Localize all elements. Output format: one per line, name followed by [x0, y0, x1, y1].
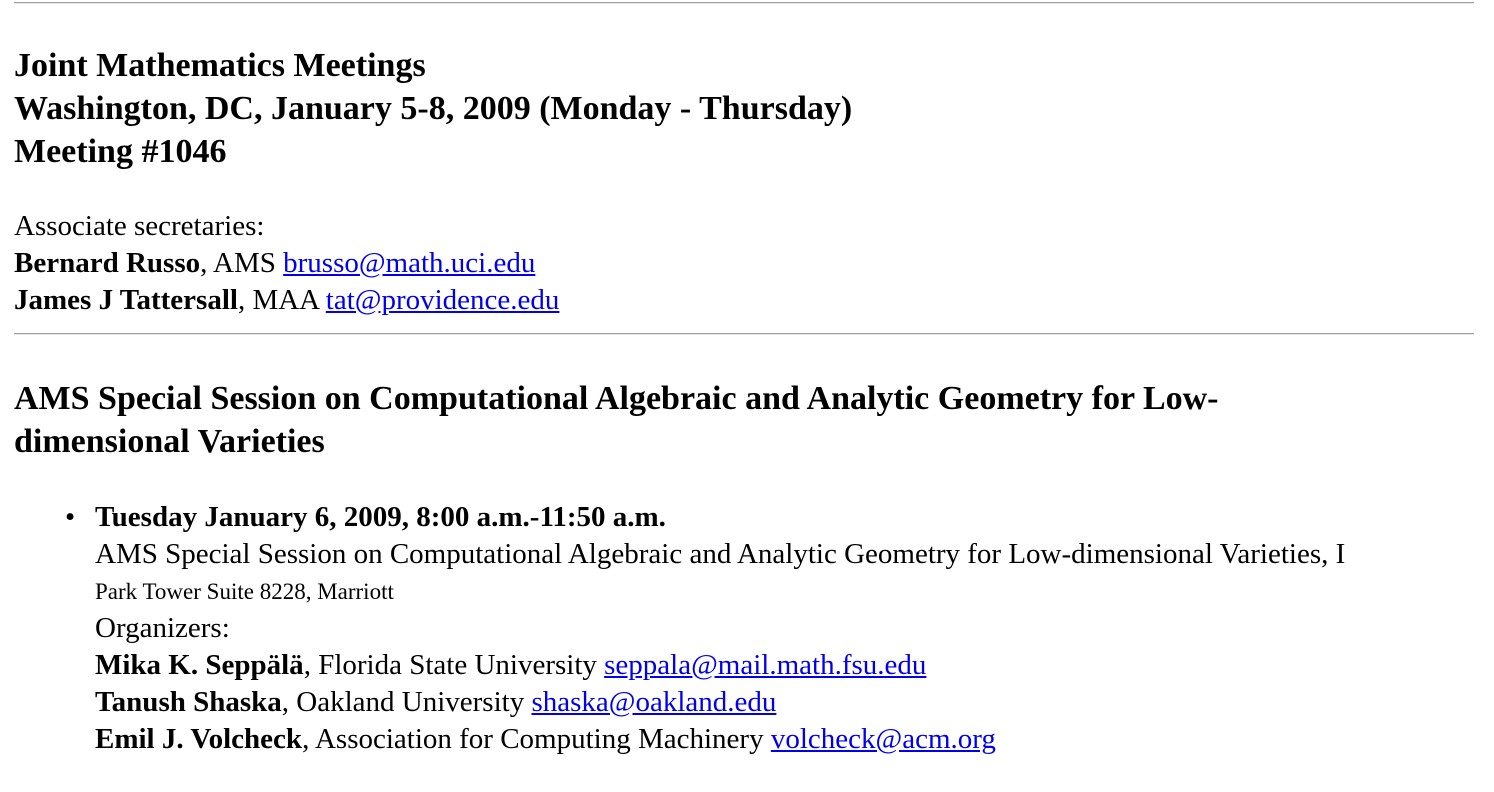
session-title-line: dimensional Varieties	[14, 423, 325, 460]
organizer-entry	[95, 647, 1494, 684]
horizontal-rule-top	[14, 2, 1474, 4]
organizer-name: Tanush Shaska	[95, 686, 282, 718]
meeting-location-dates: Washington, DC, January 5-8, 2009 (Monday - Thursday)	[14, 90, 853, 127]
secretary-email-link[interactable]: brusso@math.uci.edu	[283, 247, 536, 279]
session-datetime: Tuesday January 6, 2009, 8:00 a.m.-11:50 a.m.	[95, 501, 666, 533]
secretary-email-link[interactable]: tat@providence.edu	[325, 284, 560, 316]
organizer-email-link[interactable]: seppala@mail.math.fsu.edu	[604, 649, 927, 681]
session-name: AMS Special Session on Computational Algebraic and Analytic Geometry for Low-dimensional Varieties, I	[95, 538, 1346, 570]
session-room: Park Tower Suite 8228, Marriott	[95, 579, 394, 604]
secretary-name: Bernard Russo	[14, 247, 201, 279]
secretary-name: James J Tattersall	[14, 284, 238, 316]
secretary-affiliation: , AMS	[200, 247, 284, 279]
secretary-entry	[14, 245, 1494, 282]
organizer-affiliation: , Association for Computing Machinery	[302, 723, 771, 755]
organizer-email-link[interactable]: shaska@oakland.edu	[531, 686, 777, 718]
secretary-entry	[14, 282, 1494, 319]
list-item	[65, 499, 1494, 758]
organizer-name: Mika K. Seppälä	[95, 649, 304, 681]
page	[14, 0, 1494, 758]
meeting-number: Meeting #1046	[14, 133, 227, 170]
session-title	[14, 377, 1394, 463]
bullet-icon: •	[65, 501, 76, 533]
organizer-affiliation: , Florida State University	[303, 649, 605, 681]
organizer-affiliation: , Oakland University	[281, 686, 532, 718]
organizer-entry	[95, 684, 1494, 721]
meeting-heading	[14, 44, 1494, 173]
meeting-title: Joint Mathematics Meetings	[14, 47, 426, 84]
session-list	[14, 499, 1494, 758]
organizer-entry	[95, 721, 1494, 758]
secretary-affiliation: , MAA	[237, 284, 326, 316]
horizontal-rule-middle	[14, 333, 1474, 335]
organizer-email-link[interactable]: volcheck@acm.org	[770, 723, 996, 755]
organizer-name: Emil J. Volcheck	[95, 723, 303, 755]
associate-secretaries	[14, 208, 1494, 319]
organizers-label: Organizers:	[95, 612, 230, 644]
secretaries-label: Associate secretaries:	[14, 210, 265, 242]
session-title-line: AMS Special Session on Computational Algebraic and Analytic Geometry for Low-	[14, 380, 1219, 417]
